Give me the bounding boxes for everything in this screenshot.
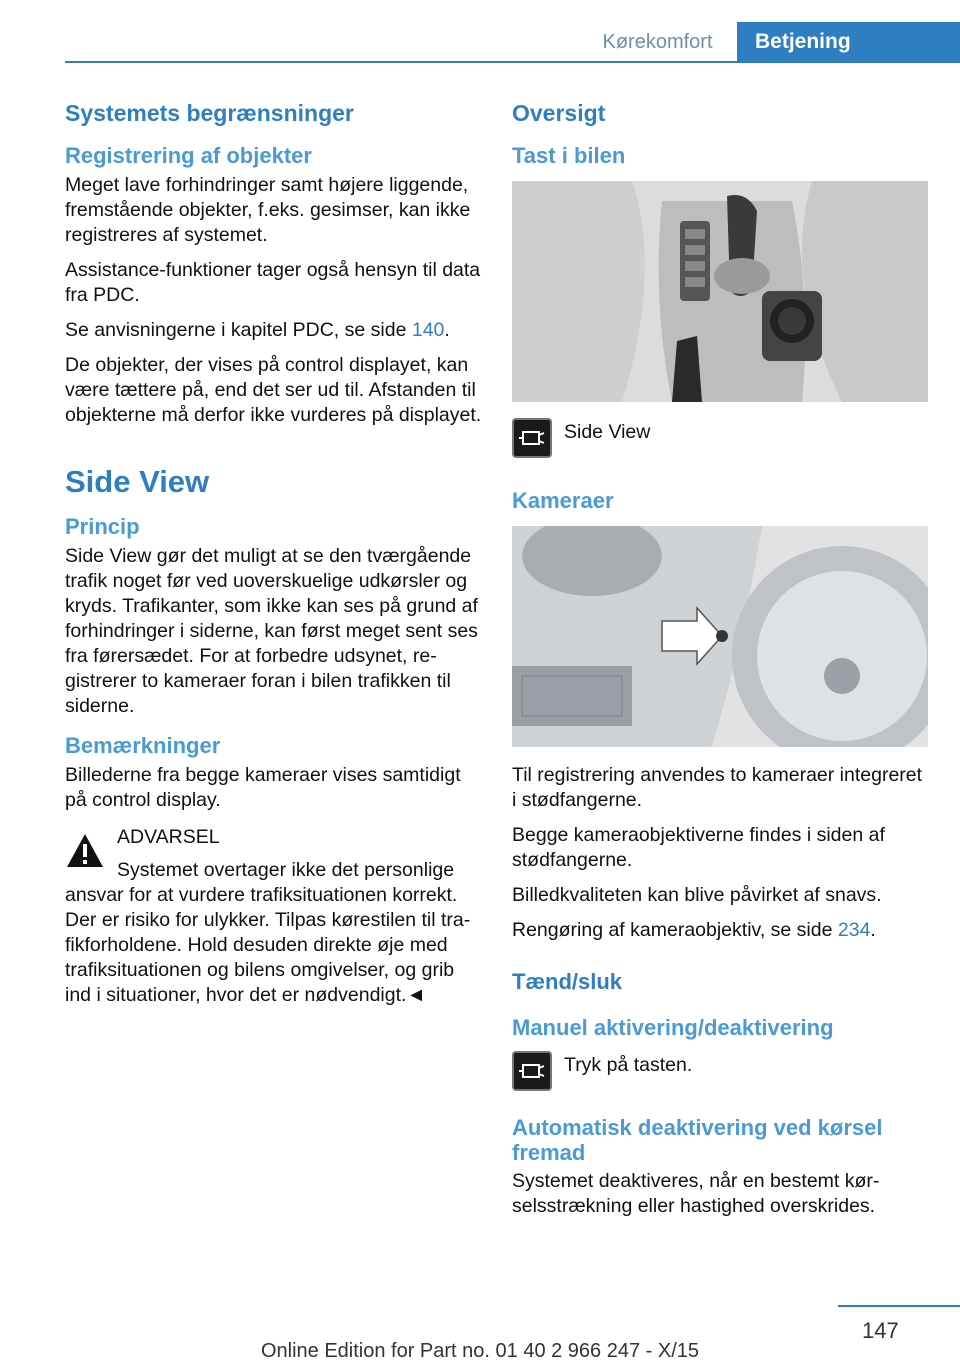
left-column [65, 100, 483, 1008]
paragraph-principle: Side View gør det muligt at se den tværgående trafik noget før ved uoverskuelige udkørsler og kryds. Trafikanter, som ikke kan ses på grund af forhindringer i siderne, kan først meget sent ses fra førersædet. For at forbedre udsynet, registrerer to kameraer foran i bilen trafikken til siderne. [65, 545, 478, 717]
footer-rule [838, 1305, 960, 1307]
photo-front-bumper-camera [512, 526, 928, 747]
warning-block [65, 825, 483, 1008]
heading-button-in-car: Tast i bilen [512, 143, 626, 168]
heading-auto-deactivation: Automatisk deaktivering ved kørsel fremad [512, 1115, 883, 1165]
heading-object-detection: Registrering af objekter [65, 143, 312, 168]
press-button-row [512, 1051, 930, 1091]
heading-overview: Oversigt [512, 100, 606, 126]
paragraph-see-pdc [65, 318, 483, 343]
text-period: . [870, 919, 876, 941]
heading-system-limits: Systemets begrænsninger [65, 100, 354, 126]
paragraph-pdc-data: Assistance-funktioner tager også hensyn til data fra PDC. [65, 259, 481, 306]
press-button-caption: Tryk på tasten. [564, 1054, 693, 1076]
paragraph-distance-warning: De objekter, der vises på control displayet, kan være tættere på, end det ser ud til. Afstanden til objekterne må derfor ikke vurderes på displayet. [65, 354, 482, 426]
text-see-pdc: Se anvisningerne i kapitel PDC, se side [65, 319, 412, 341]
warning-body: Systemet overtager ikke det personlige ansvar for at vurdere trafiksituationen korrekt. Der er risiko for ulykker. Tilpas kørestilen til trafikforholdene. Hold desuden direkte øje med trafiksituationen og bilens omgivelser, og grib ind i situationer, hvor det er nødvendigt.◄ [65, 859, 471, 1006]
header-rule [65, 61, 960, 63]
paragraph-low-obstacles: Meget lave forhindringer samt højere liggende, fremstående objekter, f.eks. gesimser, kan ikke registreres af systemet. [65, 174, 471, 246]
link-page-234[interactable]: 234 [837, 919, 871, 941]
page-number: 147 [862, 1318, 899, 1343]
paragraph-image-quality: Billedkvaliteten kan blive påvirket af snavs. [512, 884, 882, 906]
footer-edition: Online Edition for Part no. 01 40 2 966 247 - X/15 [260, 1340, 700, 1362]
paragraph-auto-deactivation: Systemet deaktiveres, når en bestemt kørselsstrækning eller hastighed overskrides. [512, 1170, 880, 1217]
warning-title: ADVARSEL [117, 826, 220, 848]
link-page-140[interactable]: 140 [411, 319, 445, 341]
text-period: . [444, 319, 450, 341]
text-cleaning: Rengøring af kameraobjektiv, se side [512, 919, 838, 941]
paragraph-both-cameras: Billederne fra begge kameraer vises samtidigt på control display. [65, 764, 461, 811]
heading-on-off: Tænd/sluk [512, 969, 623, 994]
heading-manual-activation: Manuel aktivering/deaktivering [512, 1015, 834, 1040]
right-column [512, 100, 930, 1229]
heading-side-view: Side View [65, 464, 210, 499]
heading-cameras: Kameraer [512, 488, 614, 513]
side-view-caption: Side View [564, 421, 651, 443]
heading-principle: Princip [65, 514, 140, 539]
button-caption-row [512, 418, 930, 458]
header-tab-operation[interactable]: Betjening [737, 22, 960, 62]
paragraph-camera-integration: Til registrering anvendes to kameraer integreret i stødfangerne. [512, 764, 923, 811]
paragraph-camera-cleaning [512, 918, 930, 943]
heading-notes: Bemærkninger [65, 733, 221, 758]
side-view-button-icon [512, 1051, 552, 1091]
photo-center-console [512, 181, 928, 402]
warning-triangle-icon [65, 831, 105, 871]
paragraph-camera-location: Begge kameraobjektiverne findes i siden af stødfangerne. [512, 824, 885, 871]
side-view-button-icon [512, 418, 552, 458]
header-tab-driving-comfort[interactable]: Kørekomfort [602, 30, 713, 53]
